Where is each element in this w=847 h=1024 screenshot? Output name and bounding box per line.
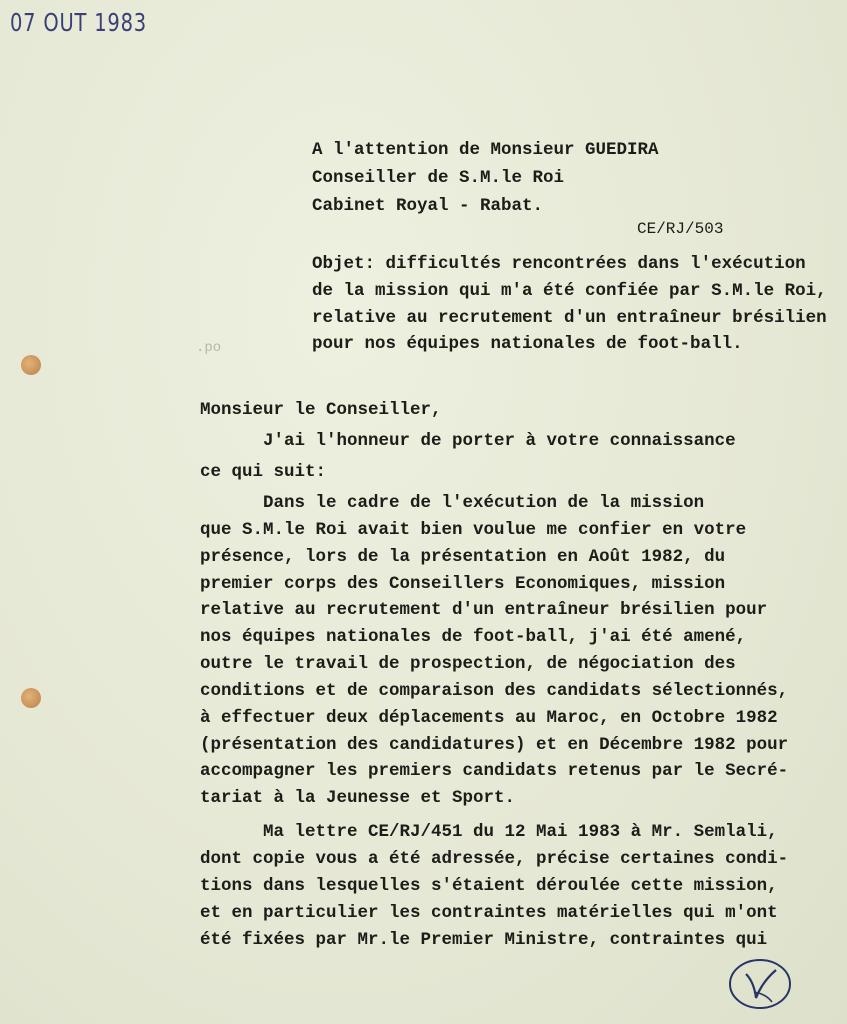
faint-mark: .po xyxy=(196,340,222,356)
punch-hole-bottom xyxy=(21,688,41,708)
body-line: relative au recrutement d'un entraîneur brésilien pour xyxy=(200,600,768,620)
body-line: que S.M.le Roi avait bien voulue me confier en votre xyxy=(200,520,747,540)
subject-line: de la mission qui m'a été confiée par S.M.le Roi, xyxy=(312,281,827,301)
body-line: dont copie vous a été adressée, précise certaines condi- xyxy=(200,849,789,869)
subject-line: Objet: difficultés rencontrées dans l'exécution xyxy=(312,254,806,274)
subject-line: relative au recrutement d'un entraîneur brésilien xyxy=(312,308,827,328)
date-stamp: 07 OUT 1983 xyxy=(10,8,147,37)
body-line: J'ai l'honneur de porter à votre connaissance xyxy=(200,431,736,451)
subject-line: pour nos équipes nationales de foot-ball. xyxy=(312,334,743,354)
body-line: conditions et de comparaison des candidats sélectionnés, xyxy=(200,681,789,701)
body-line: présence, lors de la présentation en Août 1982, du xyxy=(200,547,726,567)
body-line: à effectuer deux déplacements au Maroc, en Octobre 1982 xyxy=(200,708,778,728)
body-line: Ma lettre CE/RJ/451 du 12 Mai 1983 à Mr. Semlali, xyxy=(200,822,778,842)
body-line: tions dans lesquelles s'étaient déroulée cette mission, xyxy=(200,876,778,896)
handwritten-initial-mark xyxy=(726,952,796,1018)
body-line: (présentation des candidatures) et en Décembre 1982 pour xyxy=(200,735,789,755)
reference-number: CE/RJ/503 xyxy=(637,220,724,238)
address-line: Cabinet Royal - Rabat. xyxy=(312,196,544,216)
address-line: A l'attention de Monsieur GUEDIRA xyxy=(312,140,659,160)
body-line: et en particulier les contraintes matérielles qui m'ont xyxy=(200,903,778,923)
punch-hole-top xyxy=(21,355,41,375)
body-line: premier corps des Conseillers Economiques, mission xyxy=(200,574,726,594)
body-line: ce qui suit: xyxy=(200,462,327,482)
address-line: Conseiller de S.M.le Roi xyxy=(312,168,565,188)
salutation: Monsieur le Conseiller, xyxy=(200,400,442,420)
body-line: nos équipes nationales de foot-ball, j'ai été amené, xyxy=(200,627,747,647)
body-line: tariat à la Jeunesse et Sport. xyxy=(200,788,516,808)
body-line: été fixées par Mr.le Premier Ministre, contraintes qui xyxy=(200,930,768,950)
body-line: accompagner les premiers candidats retenus par le Secré- xyxy=(200,761,789,781)
body-line: outre le travail de prospection, de négociation des xyxy=(200,654,736,674)
body-line: Dans le cadre de l'exécution de la mission xyxy=(200,493,705,513)
